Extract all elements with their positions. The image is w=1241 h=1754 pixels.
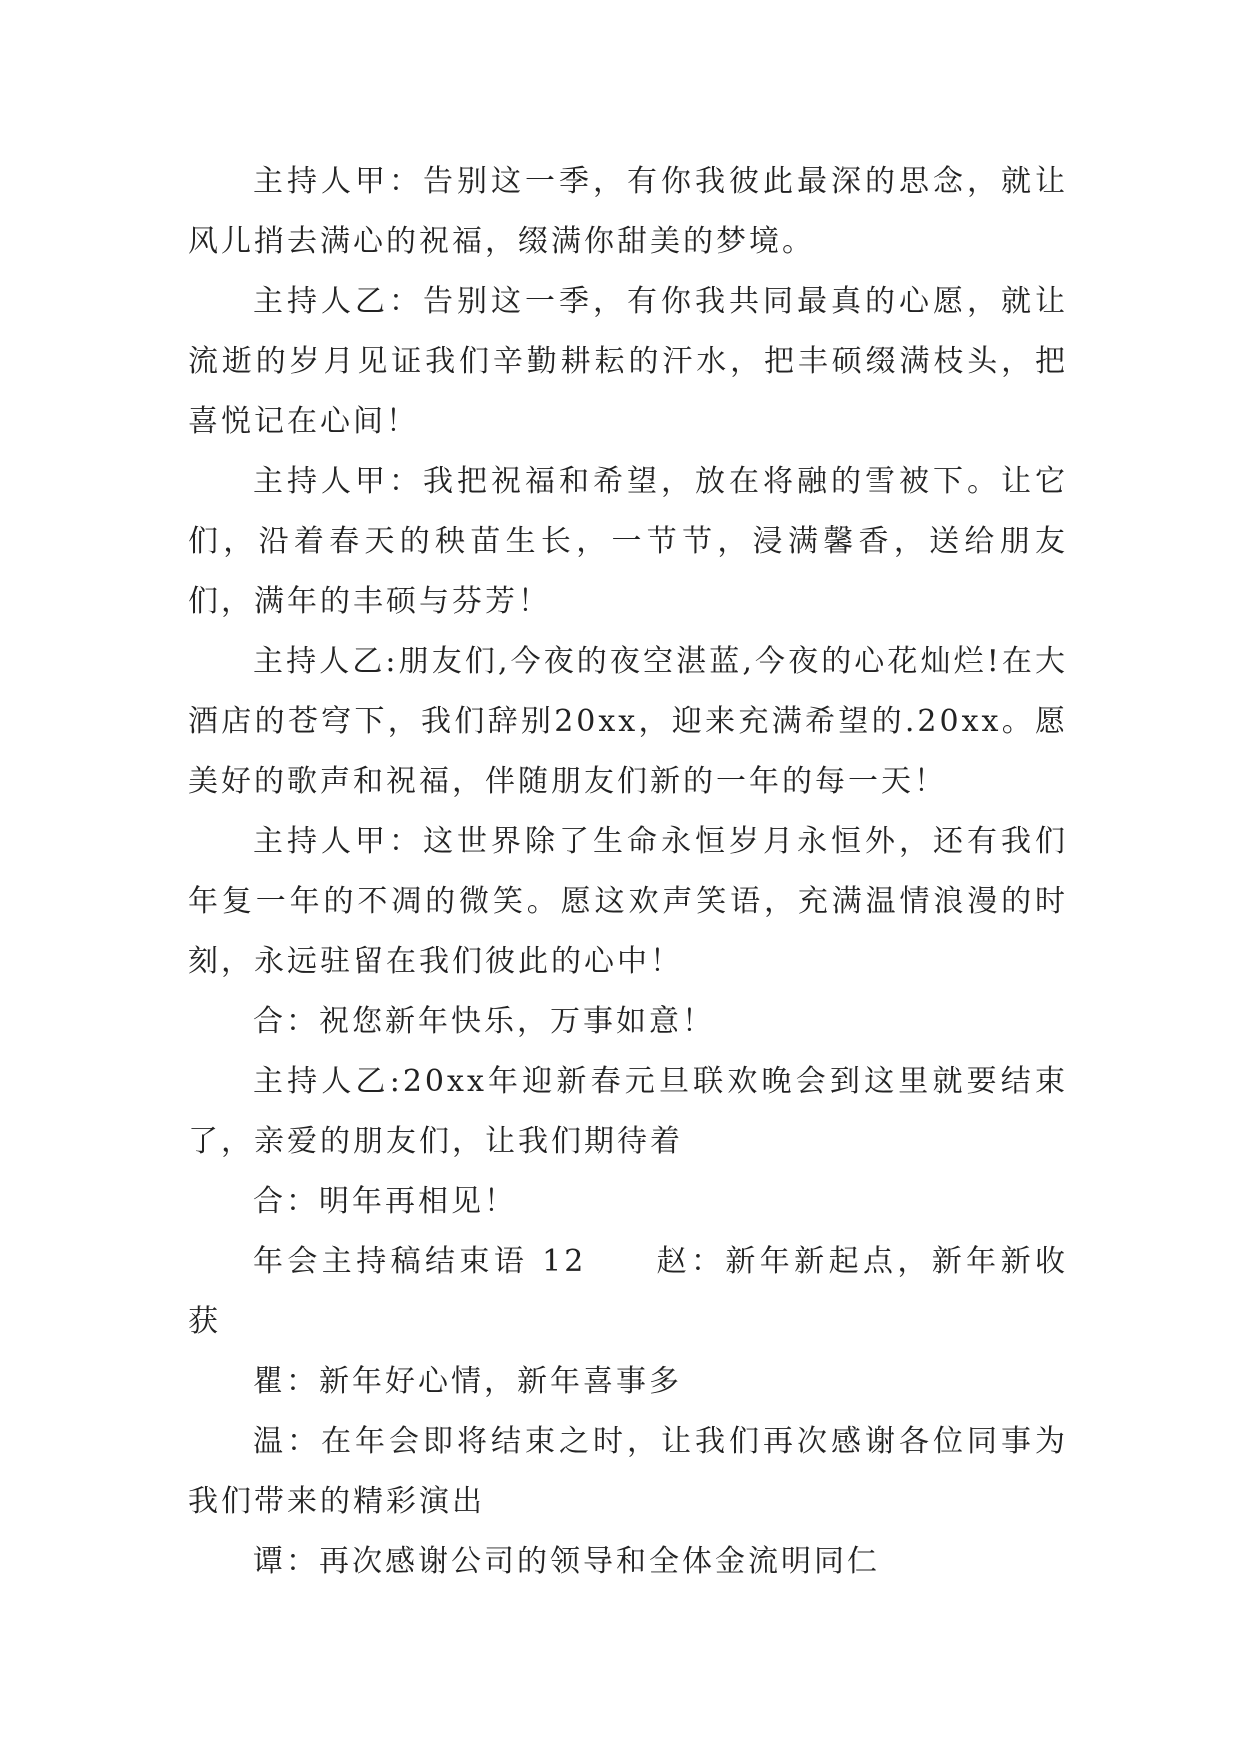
paragraph: 主持人甲：我把祝福和希望，放在将融的雪被下。让它们，沿着春天的秧苗生长，一节节，浸满馨香，送给朋友们，满年的丰硕与芬芳！ [188,464,1068,619]
paragraph: 主持人乙:20xx年迎新春元旦联欢晚会到这里就要结束了，亲爱的朋友们，让我们期待着 [188,1064,1068,1159]
paragraph: 温：在年会即将结束之时，让我们再次感谢各位同事为我们带来的精彩演出 [188,1424,1068,1519]
paragraph: 合：祝您新年快乐，万事如意！ [253,1004,715,1039]
paragraph: 主持人乙：告别这一季，有你我共同最真的心愿，就让流逝的岁月见证我们辛勤耕耘的汗水，把丰硕缀满枝头，把喜悦记在心间！ [188,284,1068,439]
paragraph: 年会主持稿结束语 12 赵：新年新起点，新年新收获 [188,1244,1068,1339]
paragraph: 主持人甲：这世界除了生命永恒岁月永恒外，还有我们年复一年的不凋的微笑。愿这欢声笑语，充满温情浪漫的时刻，永远驻留在我们彼此的心中！ [188,824,1068,979]
paragraph: 瞿：新年好心情，新年喜事多 [253,1364,682,1399]
paragraph: 谭：再次感谢公司的领导和全体金流明同仁 [253,1544,880,1579]
document-body [188,152,1068,1592]
paragraph: 主持人甲：告别这一季，有你我彼此最深的思念，就让风儿捎去满心的祝福，缀满你甜美的梦境。 [188,164,1068,259]
paragraph: 主持人乙:朋友们,今夜的夜空湛蓝,今夜的心花灿烂!在大酒店的苍穹下，我们辞别20xx，迎来充满希望的.20xx。愿美好的歌声和祝福，伴随朋友们新的一年的每一天！ [188,644,1068,799]
paragraph: 合：明年再相见！ [253,1184,517,1219]
